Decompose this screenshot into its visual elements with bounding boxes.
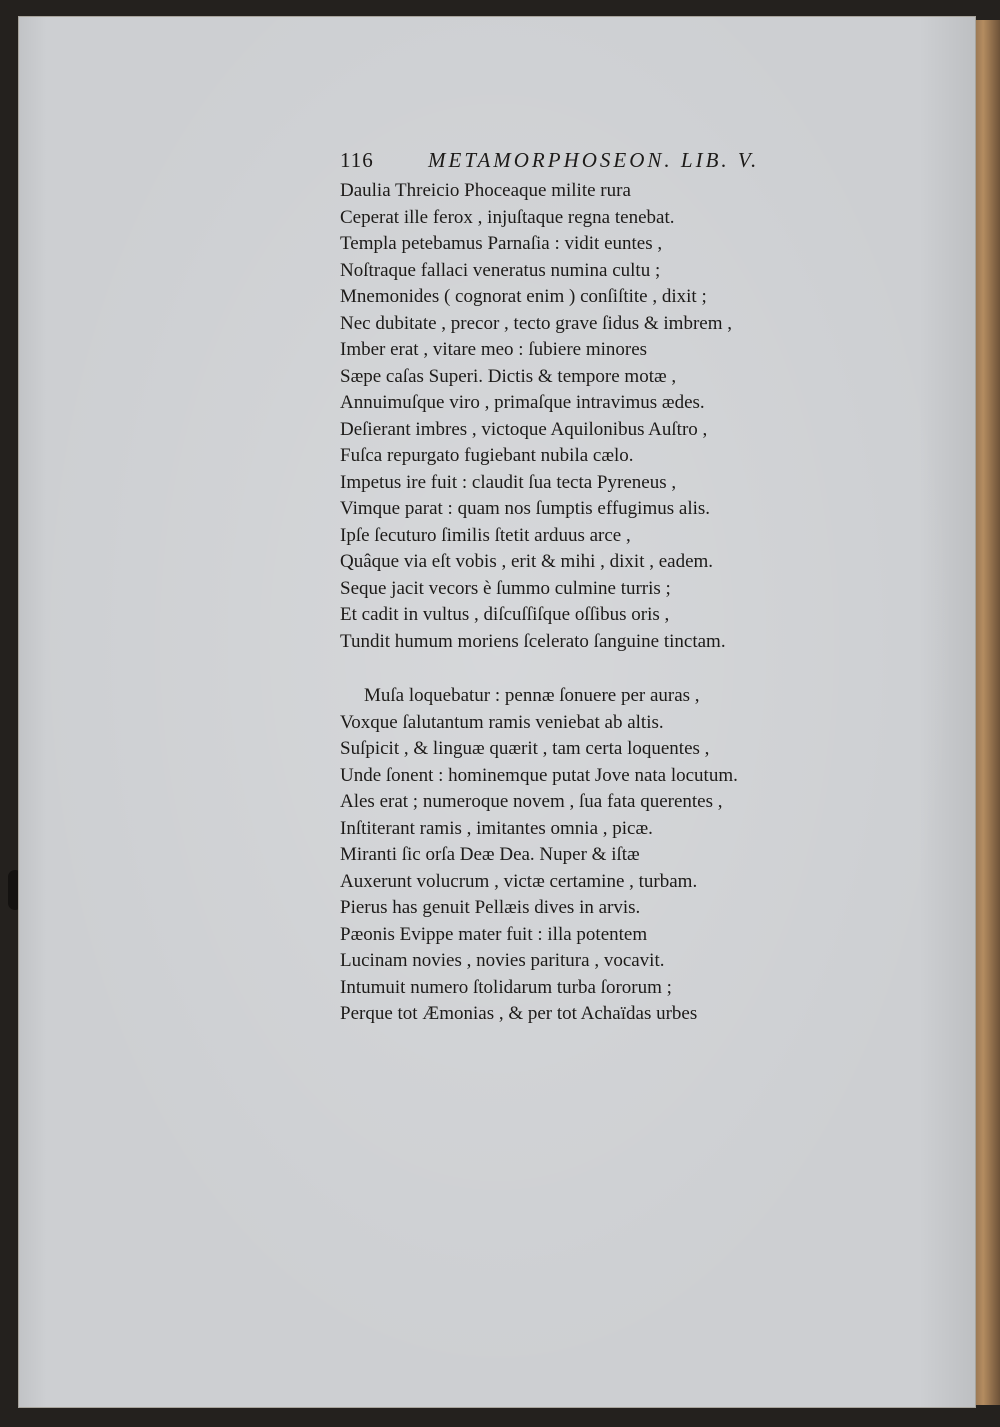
verse-line: Nec dubitate , precor , tecto grave ſidus & imbrem ,: [340, 312, 733, 334]
running-title: METAMORPHOSEON. LIB. V.: [428, 148, 760, 172]
verse-line: Perque tot Æmonias , & per tot Achaïdas urbes: [340, 1003, 698, 1024]
verse-line: Pierus has genuit Pellæis dives in arvis.: [340, 897, 641, 918]
verse-line: Impetus ire fuit : claudit ſua tecta Pyreneus ,: [340, 471, 677, 493]
verse-line: Tundit humum moriens ſcelerato ſanguine tinctam.: [340, 630, 726, 652]
verse-line: Miranti ſic orſa Deæ Dea. Nuper & iſtæ: [340, 844, 640, 865]
verse-line: Ales erat ; numeroque novem , ſua fata querentes ,: [340, 791, 723, 812]
verse-line: Et cadit in vultus , diſcuſſiſque oſſibus oris ,: [340, 604, 670, 625]
verse-line: Annuimuſque viro , primaſque intravimus ædes.: [340, 392, 705, 413]
verse-line: Suſpicit , & linguæ quærit , tam certa loquentes ,: [340, 738, 710, 759]
verse-line: Noſtraque fallaci veneratus numina cultu ;: [340, 259, 661, 281]
verse-line: Ceperat ille ferox , injuſtaque regna tenebat.: [340, 206, 675, 228]
verse-line: Unde ſonent : hominemque putat Jove nata locutum.: [340, 764, 738, 786]
page-number: 116: [340, 148, 374, 172]
verse-line: Deſierant imbres , victoque Aquilonibus Auſtro ,: [340, 418, 708, 440]
stanza-break: [340, 655, 860, 683]
verse-line: Templa petebamus Parnaſia : vidit euntes ,: [340, 233, 663, 254]
verse-line: Ipſe ſecuturo ſimilis ſtetit arduus arce ,: [340, 524, 631, 546]
verse-line: Pæonis Evippe mater fuit : illa potentem: [340, 923, 648, 945]
verse-line: Vimque parat : quam nos ſumptis effugimus alis.: [340, 498, 711, 519]
stanza-2: [340, 683, 860, 1028]
verse-line: Lucinam novies , novies paritura , vocavit.: [340, 950, 665, 971]
verse-line: Mnemonides ( cognorat enim ) conſiſtite , dixit ;: [340, 286, 707, 307]
verse-line: Fuſca repurgato fugiebant nubila cælo.: [340, 445, 634, 466]
verse-line: Imber erat , vitare meo : ſubiere minores: [340, 339, 648, 360]
verse-line: Daulia Threicio Phoceaque milite rura: [340, 180, 631, 201]
verse-line: Auxerunt volucrum , victæ certamine , turbam.: [340, 870, 698, 892]
facing-page-edge: [972, 20, 1000, 1405]
verse-line: Muſa loquebatur : pennæ ſonuere per auras ,: [364, 685, 700, 706]
verse-line: Inſtiterant ramis , imitantes omnia , picæ.: [340, 817, 653, 839]
verse-line: Voxque ſalutantum ramis veniebat ab altis.: [340, 711, 664, 733]
verse-line: Seque jacit vecors è ſummo culmine turris ;: [340, 577, 671, 599]
page-text: [340, 146, 860, 1028]
verse-line: Intumuit numero ſtolidarum turba ſororum ;: [340, 976, 672, 998]
verse-line: Sæpe caſas Superi. Dictis & tempore motæ ,: [340, 365, 677, 387]
verse-line: Quâque via eſt vobis , erit & mihi , dixit , eadem.: [340, 551, 714, 572]
stanza-1: [340, 178, 860, 655]
running-head: [340, 146, 860, 174]
